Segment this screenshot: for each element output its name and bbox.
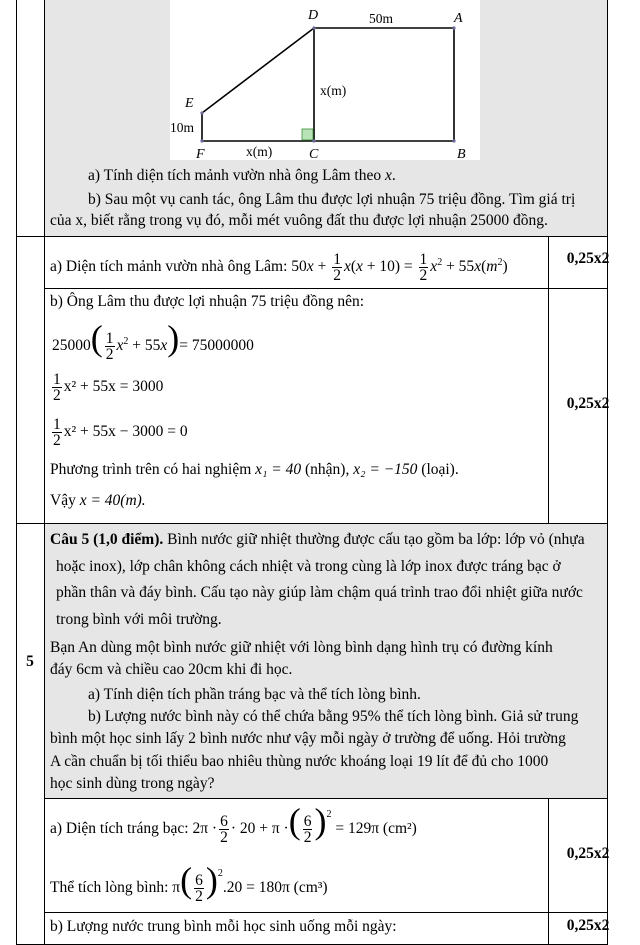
question5-p2-line1: Bạn An dùng một bình nước giữ nhiệt với lòng bình dạng hình trụ có đường kính — [50, 639, 553, 656]
question5-part-b-line1: b) Lượng nước bình này có thể chứa bằng 95% thể tích lòng bình. Giả sử trung — [88, 708, 579, 725]
question4-part-a: a) Tính diện tích mảnh vườn nhà ông Lâm theo x. — [88, 167, 396, 184]
question5-intro: Câu 5 (1,0 điểm). Bình nước giữ nhiệt thường được cấu tạo gồm ba lớp: lớp vỏ (nhựa hoặc inox), lớp chân không cách nhiệt và trong cùng là lớp inox được tráng bạc ở phần thân và đáy bình. Cấu tạo này giúp làm chậm quá trình trao đổi nhiệt giữa nước trong bình với môi trường. — [50, 531, 585, 628]
question5-part-b-line3: A cần chuẩn bị tối thiểu bao nhiêu thùng nước khoáng loại 19 lít để đủ cho 1000 — [50, 753, 549, 770]
length-da: 50m — [369, 11, 394, 26]
answer4b-equation1: 25000( $\frac{1}{2}$ $x^2 + 55x)= 75000000$ — [52, 318, 254, 363]
length-dc: x(m) — [320, 83, 347, 98]
answer5a-area: a) Diện tích tráng bạc: 2π · $\frac{6}{2}$ · 20 + π ·( $\frac{6}{2}$ )$^2$ = 129π (cm²) — [50, 801, 417, 846]
answer4b-score: 0,25x2 — [566, 395, 610, 412]
question5-part-b-line4: học sinh dùng trong ngày? — [50, 775, 215, 792]
answer4a-formula: a) Diện tích mảnh vườn nhà ông Lâm: 50x + $\frac{1}{2}$ x(x + 10) = $\frac{1}{2}$ $x^2 + 55x(m^2)$ — [50, 251, 508, 285]
label-E: E — [185, 96, 194, 111]
label-B: B — [457, 147, 466, 160]
question4-part-b-line1: b) Sau một vụ canh tác, ông Lâm thu được lợi nhuận 75 triệu đồng. Tìm giá trị — [88, 191, 576, 208]
answer5b-label: b) Lượng nước trung bình mỗi học sinh uống mỗi ngày: — [50, 918, 397, 935]
answer5a-volume: Thể tích lòng bình: π( $\frac{6}{2}$ )$^2$.20 = 180π (cm³) — [50, 860, 328, 905]
answer5a-score: 0,25x2 — [566, 845, 610, 862]
question5-part-a: a) Tính diện tích phần tráng bạc và thể tích lòng bình. — [88, 686, 421, 703]
answer4a-score: 0,25x2 — [566, 250, 610, 267]
label-A: A — [454, 11, 463, 26]
answer5b-score: 0,25x2 — [566, 917, 610, 934]
question5-number: 5 — [26, 653, 34, 670]
question4-part-b-line2: của x, biết rằng trong vụ đó, mỗi mét vuông đất thu được lợi nhuận 25000 đồng. — [50, 212, 548, 229]
question5-part-b-line2: bình một học sinh lấy 2 bình nước như vậy mỗi ngày ở trường để uống. Hỏi trường — [50, 730, 566, 747]
answer4b-conclusion: Vậy x = 40(m). — [50, 492, 146, 509]
question5-p2-line2: đáy 6cm và chiều cao 20cm khi đi học. — [50, 661, 293, 678]
label-D: D — [308, 8, 319, 23]
label-F: F — [196, 147, 205, 160]
garden-figure — [170, 0, 480, 160]
length-fc: x(m) — [246, 144, 273, 159]
answer4b-intro: b) Ông Lâm thu được lợi nhuận 75 triệu đồng nên: — [50, 293, 365, 310]
label-C: C — [309, 147, 319, 160]
answer4b-roots: Phương trình trên có hai nghiệm x₁ = 40 (nhận), x₂ = −150 (loại). — [50, 461, 459, 478]
length-ef: 10m — [170, 120, 195, 135]
answer4b-equation3: $\frac{1}{2}$ x² + 55x − 3000 = 0 — [53, 415, 188, 449]
answer4b-equation2: $\frac{1}{2}$ x² + 55x = 3000 — [53, 370, 164, 404]
